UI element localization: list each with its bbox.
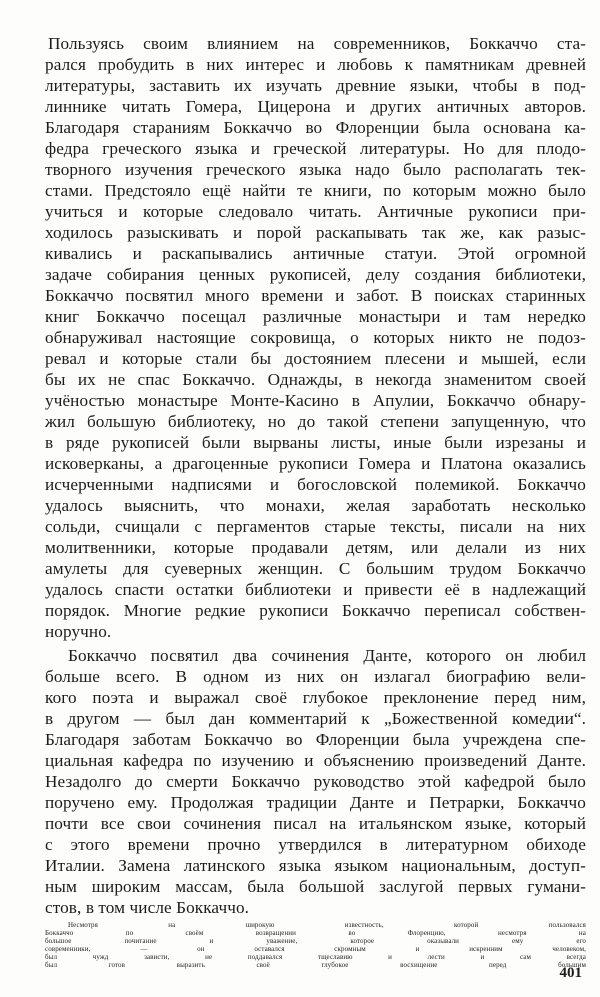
text-line: обнаруживал настоящие сокровища, о которых никто не подоз- <box>45 328 586 347</box>
text-line: стами. Предстояло ещё найти те книги, по которым можно было <box>45 181 586 200</box>
text-line: задаче собирания ценных рукописей, делу создания библиотеки, <box>45 265 586 284</box>
text-line: в другом — был дан комментарий к „Божественной комедии“. <box>45 709 586 728</box>
text-line: Благодаря заботам Боккаччо во Флоренции была учреждена спе- <box>45 730 586 749</box>
text-line: поручено ему. Продолжая традиции Данте и Петрарки, Боккаччо <box>45 793 586 812</box>
text-line: ным широким массам, была большой заслугой первых гумани- <box>45 877 586 896</box>
text-line: современники, — он оставался скромным и искренним человеком, <box>45 945 586 953</box>
text-line: кивались и раскапывались античные статуи. Этой огромной <box>45 244 586 263</box>
text-line: Незадолго до смерти Боккаччо руководство этой кафедрой было <box>45 772 586 791</box>
text-line: Италии. Замена латинского языка языком национальным, доступ- <box>45 856 586 875</box>
text-line: норучно. <box>45 622 112 641</box>
text-line: с этого времени прочно утвердился в литературном обиходе <box>45 835 586 854</box>
text-line: сольди, счищали с пергаментов старые тексты, писали на них <box>45 517 586 536</box>
text-line: федра греческого языка и греческой литературы. Но для плодо- <box>45 139 586 158</box>
text-line: Боккаччо посвятил много времени и забот. В поисках старинных <box>45 286 586 305</box>
text-line: большое почитание и уважение, которое оказывали ему его <box>45 937 586 945</box>
text-line: исчерченными надписями и богословской полемикой. Боккаччо <box>45 475 586 494</box>
text-line: учёностью монастыре Монте-Касино в Апулии, Боккаччо обнару- <box>45 391 586 410</box>
text-line: ходилось разыскивать и порой раскапывать так же, как разыс- <box>45 223 586 242</box>
text-line: учиться и которые следовало читать. Античные рукописи при- <box>45 202 586 221</box>
text-line: Несмотря на широкую известность, которой пользовался <box>68 921 586 929</box>
page-number: 401 <box>559 965 582 981</box>
text-line: удалось выяснить, что монахи, желая заработать несколько <box>45 496 586 515</box>
text-line: Благодаря стараниям Боккаччо во Флоренции была основана ка- <box>45 118 586 137</box>
text-line: ревал и которые стали бы достоянием плесени и мышей, если <box>45 349 586 368</box>
text-line: жил большую библиотеку, но до такой степени запущенную, что <box>45 412 586 431</box>
text-line: Пользуясь своим влиянием на современников, Боккаччо ста- <box>48 34 586 53</box>
text-line: линнике читать Гомера, Цицерона и других античных авторов. <box>45 97 586 116</box>
text-line: Боккаччо посвятил два сочинения Данте, которого он любил <box>68 646 586 665</box>
text-line: циальная кафедра по изучению и объяснению произведений Данте. <box>45 751 586 770</box>
text-line: был готов выразить своё глубокое восхищение перед большим <box>45 961 586 969</box>
text-line: кого поэта и выражал своё глубокое преклонение перед ним, <box>45 688 586 707</box>
text-line: больше всего. В одном из них он излагал биографию вели- <box>45 667 586 686</box>
text-line: молитвенники, которые продавали детям, или делали из них <box>45 538 586 557</box>
text-line: Боккаччо по своём возвращении во Флоренцию, несмотря на <box>45 929 586 937</box>
text-line: порядок. Многие редкие рукописи Боккаччо переписал собствен- <box>45 601 586 620</box>
text-line: амулеты для суеверных женщин. С большим трудом Боккаччо <box>45 559 586 578</box>
text-line: исковерканы, а драгоценные рукописи Гомера и Платона оказались <box>45 454 586 473</box>
text-line: удалось спасти остатки библиотеки и привести её в надлежащий <box>45 580 586 599</box>
text-line: творного изучения греческого языка надо было располагать тек- <box>45 160 586 179</box>
text-line: бы их не спас Боккаччо. Однажды, в некогда знаменитом своей <box>45 370 586 389</box>
text-line: стов, в том числе Боккаччо. <box>45 898 250 917</box>
text-line: рался пробудить в них интерес и любовь к памятникам древней <box>45 55 586 74</box>
text-line: в ряде рукописей были вырваны листы, иные были изрезаны и <box>45 433 586 452</box>
text-line: был чужд зависти, не поддавался тщеславию и лести и сам всегда <box>45 953 586 961</box>
text-line: почти все свои сочинения писал на итальянском языке, который <box>45 814 586 833</box>
text-line: книг Боккаччо посещал различные монастыри и там нередко <box>45 307 586 326</box>
text-line: литературы, заставить их изучать древние языки, чтобы в под- <box>45 76 586 95</box>
